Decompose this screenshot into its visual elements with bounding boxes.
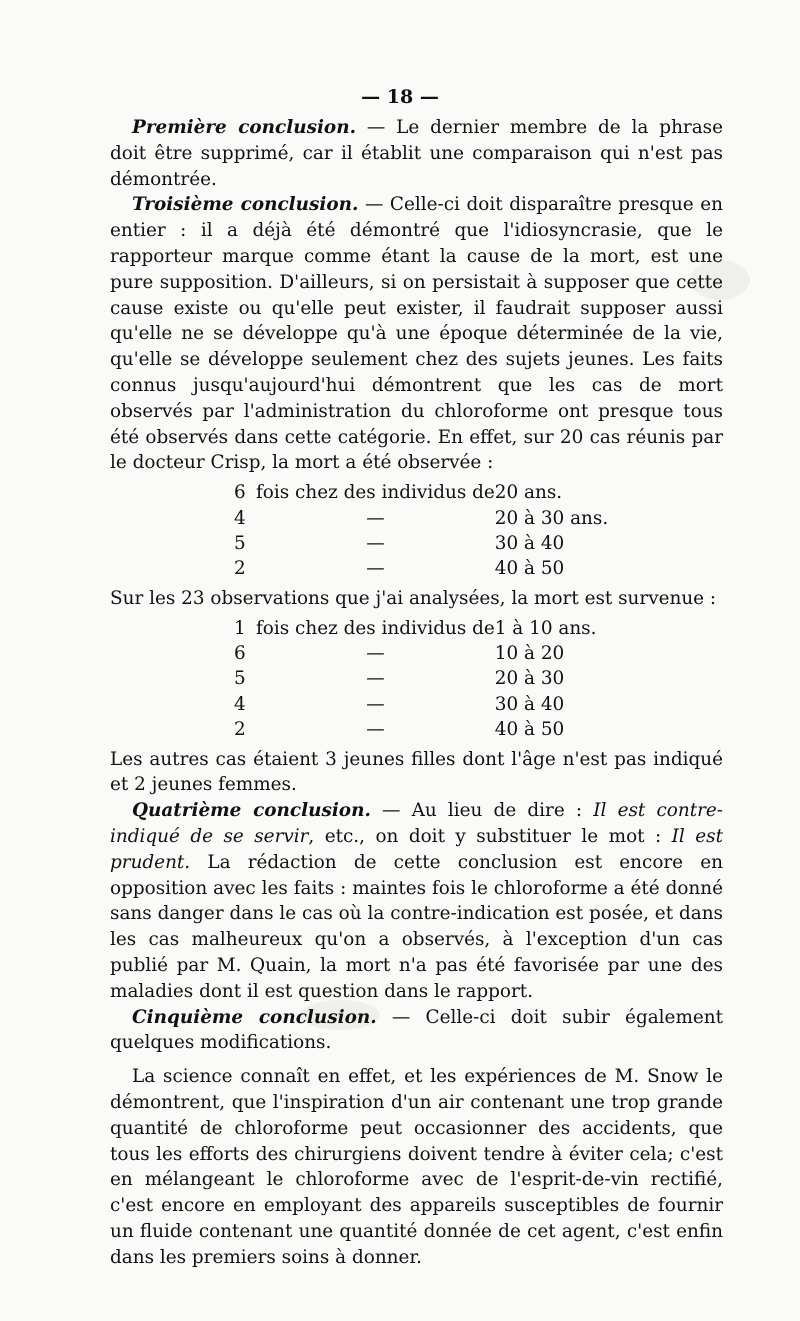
- table-row: [234, 717, 596, 742]
- body-text: [110, 115, 723, 1271]
- row-range: 20 à 30 ans.: [494, 507, 609, 529]
- row-label: —: [366, 642, 385, 664]
- row-label: fois chez des individus de: [256, 482, 495, 504]
- row-label: —: [366, 719, 385, 741]
- row-range: 20 à 30: [494, 668, 565, 690]
- table-author-ages: [234, 616, 596, 743]
- quoted-phrase: Il est contre-indiqué de se servir: [110, 800, 723, 847]
- paragraph-body: — Celle-ci doit subir également quelques modifications.: [110, 1006, 723, 1054]
- row-count: 4: [234, 693, 246, 715]
- paragraph-troisieme-conclusion: [110, 192, 723, 476]
- row-count: 4: [234, 507, 246, 529]
- row-count: 2: [234, 558, 246, 580]
- table-row: [234, 692, 596, 717]
- row-range: 10 à 20: [494, 642, 565, 664]
- page-number: — 18 —: [361, 86, 439, 108]
- paragraph-science: La science connaît en effet, et les expériences de M. Snow le démontrent, que l'inspiration d'un air contenant une trop grande quantité de chloroforme peut occasionner des accidents, que tous les efforts des chirurgiens doivent tendre à éviter cela; c'est en mélangeant le chloroforme avec de l'esprit-de-vin rectifié, c'est encore en employant des appareils susceptibles de fournir un fluide contenant une quantité donnée de cet agent, c'est enfin dans les premiers soins à donner.: [110, 1066, 723, 1268]
- paragraph-lead: Quatrième conclusion.: [132, 800, 371, 822]
- paragraph-body: , etc., on doit y substituer le mot :: [308, 826, 672, 847]
- row-count: 5: [234, 532, 246, 554]
- row-range: 40 à 50: [494, 719, 565, 741]
- row-count: 6: [234, 642, 246, 664]
- row-range: 30 à 40: [494, 532, 565, 554]
- row-range: 30 à 40: [494, 693, 565, 715]
- paragraph-lead: Troisième conclusion.: [132, 194, 359, 216]
- table-row: [234, 616, 596, 641]
- table-row: [234, 666, 596, 691]
- table-row: [234, 480, 608, 505]
- table-row: [234, 506, 608, 531]
- row-range: 40 à 50: [494, 558, 565, 580]
- paragraph-cinquieme-conclusion: [110, 1005, 723, 1057]
- table-crisp-ages: [234, 480, 608, 582]
- table-row: [234, 531, 608, 556]
- table-row: [234, 641, 596, 666]
- paragraph-observations-intro: Sur les 23 observations que j'ai analysées, la mort est survenue :: [110, 587, 717, 609]
- row-count: 2: [234, 719, 246, 741]
- row-label: —: [366, 532, 385, 554]
- row-range: 20 ans.: [494, 482, 563, 504]
- paragraph-quatrieme-conclusion: [110, 798, 723, 1004]
- row-count: 1: [234, 617, 246, 639]
- paragraph-body: — Celle-ci doit disparaître presque en entier : il a déjà été démontré que l'idiosyncrasie, que le rapporteur marque comme étant la cause de la mort, est une pure supposition. D'ailleurs, si on persistait à supposer que cette cause existe ou qu'elle peut exister, il faudrait supposer aussi qu'elle ne se développe qu'à une époque déterminée de la vie, qu'elle se développe seulement chez des sujets jeunes. Les faits connus jusqu'aujourd'hui démontrent que les cas de mort observés par l'administration du chloroforme ont presque tous été observés dans cette catégorie. En effet, sur 20 cas réunis par le docteur Crisp, la mort a été observée :: [110, 194, 723, 474]
- paragraph-body: — Le dernier membre de la phrase doit être supprimé, car il établit une comparaison qui n'est pas démontrée.: [110, 117, 723, 190]
- paragraph-other-cases: Les autres cas étaient 3 jeunes filles dont l'âge n'est pas indiqué et 2 jeunes femmes.: [110, 748, 723, 796]
- row-label: —: [366, 507, 385, 529]
- row-range: 1 à 10 ans.: [494, 617, 597, 639]
- row-label: fois chez des individus de: [256, 617, 495, 639]
- paragraph-lead: Première conclusion.: [132, 117, 356, 138]
- row-count: 6: [234, 482, 246, 504]
- paragraph-lead: Cinquième conclusion.: [132, 1006, 377, 1028]
- quoted-phrase: Il est prudent.: [110, 826, 723, 873]
- row-label: —: [366, 558, 385, 580]
- table-row: [234, 556, 608, 581]
- paragraph-body: — Au lieu de dire :: [370, 800, 594, 822]
- row-label: —: [366, 668, 385, 690]
- paragraph-body: La rédaction de cette conclusion est encore en opposition avec les faits : maintes fois le chloroforme a été donné sans danger dans le cas où la contre-indication est posée, et dans les cas malheureux qu'on a observés, à l'exception d'un cas publié par M. Quain, la mort n'a pas été favorisée par une des maladies dont il est question dans le rapport.: [110, 851, 723, 1002]
- row-label: —: [366, 693, 385, 715]
- row-count: 5: [234, 668, 246, 690]
- paragraph-premiere-conclusion: [110, 115, 723, 192]
